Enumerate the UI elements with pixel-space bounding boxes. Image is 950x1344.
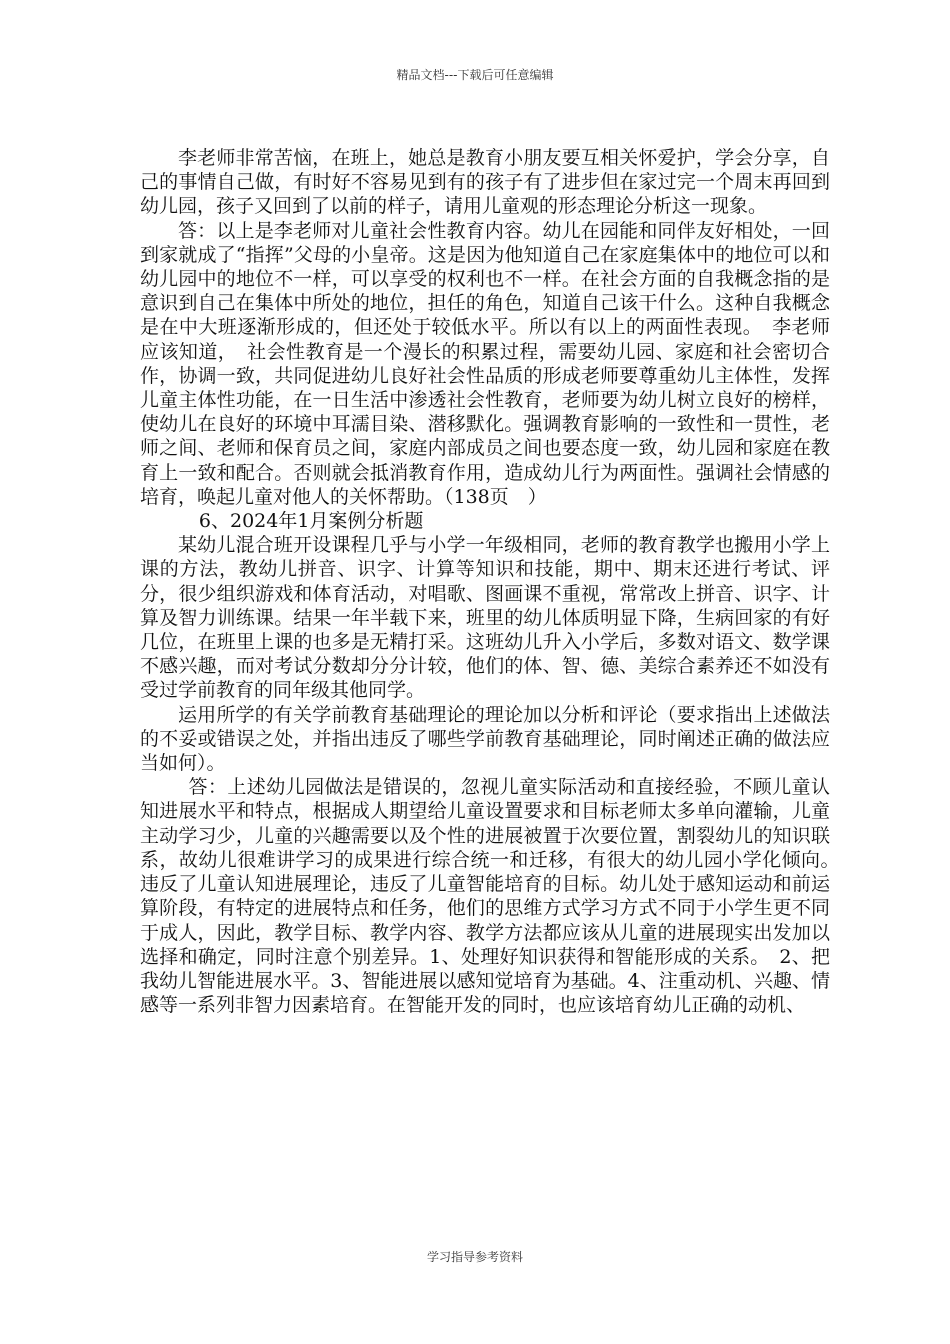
- answer-paragraph-2: 答：上述幼儿园做法是错误的，忽视儿童实际活动和直接经验，不顾儿童认知进展水平和特点，根据成人期望给儿童设置要求和目标老师太多单向灌输，儿童主动学习少，儿童的兴趣需要以及个性的进展被置于次要位置，割裂幼儿的知识联系，故幼儿很难讲学习的成果进行综合统一和迁移，有很大的幼儿园小学化倾向。 违反了儿童认知进展理论，违反了儿童智能培育的目标。幼儿处于感知运动和前运算阶段，有特定的进展特点和任务，他们的思维方式学习方式不同于小学生更不同于成人，因此，教学目标、教学内容、教学方法都应该从儿童的进展现实出发加以选择和确定，同时注意个别差异。1、处理好知识获得和智能形成的关系。 2、把我幼儿智能进展水平。3、智能进展以感知觉培育为基础。4、注重动机、兴趣、情感等一系列非智力因素培育。在智能开发的同时，也应该培育幼儿正确的动机、: [140, 776, 850, 1017]
- section-heading: 6、2024年1月案例分析题: [198, 510, 424, 533]
- case-question-paragraph: 李老师非常苦恼，在班上，她总是教育小朋友要互相关怀爱护，学会分享，自己的事情自己做，有时好不容易见到有的孩子有了进步但在家过完一个周末再回到幼儿园，孩子又回到了以前的样子，请用儿童观的形态理论分析这一现象。: [140, 147, 830, 218]
- case-description-paragraph: 某幼儿混合班开设课程几乎与小学一年级相同，老师的教育教学也搬用小学上课的方法，教幼儿拼音、识字、计算等知识和技能，期中、期末还进行考试、评分，很少组织游戏和体育活动，对唱歌、图画课不重视，常常改上拼音、识字、计算及智力训练课。结果一年半载下来，班里的幼儿体质明显下降，生病回家的有好几位，在班里上课的也多是无精打采。这班幼儿升入小学后，多数对语文、数学课不感兴趣，而对考试分数却分分计较，他们的体、智、德、美综合素养还不如没有受过学前教育的同年级其他同学。: [140, 534, 830, 702]
- page-header: 精品文档---下载后可任意编辑: [396, 68, 554, 82]
- page-footer: 学习指导参考资料: [426, 1250, 523, 1264]
- document-body: [140, 146, 850, 1017]
- answer-paragraph: 答：以上是李老师对儿童社会性教育内容。幼儿在园能和同伴友好相处，一回到家就成了“指挥”父母的小皇帝。这是因为他知道自己在家庭集体中的地位可以和幼儿园中的地位不一样，可以享受的权利也不一样。在社会方面的自我概念指的是意识到自己在集体中所处的地位，担任的角色，知道自己该干什么。这种自我概念是在中大班逐渐形成的，但还处于较低水平。所以有以上的两面性表现。 李老师应该知道， 社会性教育是一个漫长的积累过程，需要幼儿园、家庭和社会密切合作，协调一致，共同促进幼儿良好社会性品质的形成老师要尊重幼儿主体性，发挥儿童主体性功能，在一日生活中渗透社会性教育，老师要为幼儿树立良好的榜样，使幼儿在良好的环境中耳濡目染、潜移默化。强调教育影响的一致性和一贯性，老师之间、老师和保育员之间，家庭内部成员之间也要态度一致，幼儿园和家庭在教育上一致和配合。否则就会抵消教育作用，造成幼儿行为两面性。强调社会情感的培育，唤起儿童对他人的关怀帮助。（138页 ）: [140, 219, 830, 508]
- question-prompt-paragraph: 运用所学的有关学前教育基础理论的理论加以分析和评论（要求指出上述做法的不妥或错误之处，并指出违反了哪些学前教育基础理论，同时阐述正确的做法应当如何）。: [140, 703, 830, 775]
